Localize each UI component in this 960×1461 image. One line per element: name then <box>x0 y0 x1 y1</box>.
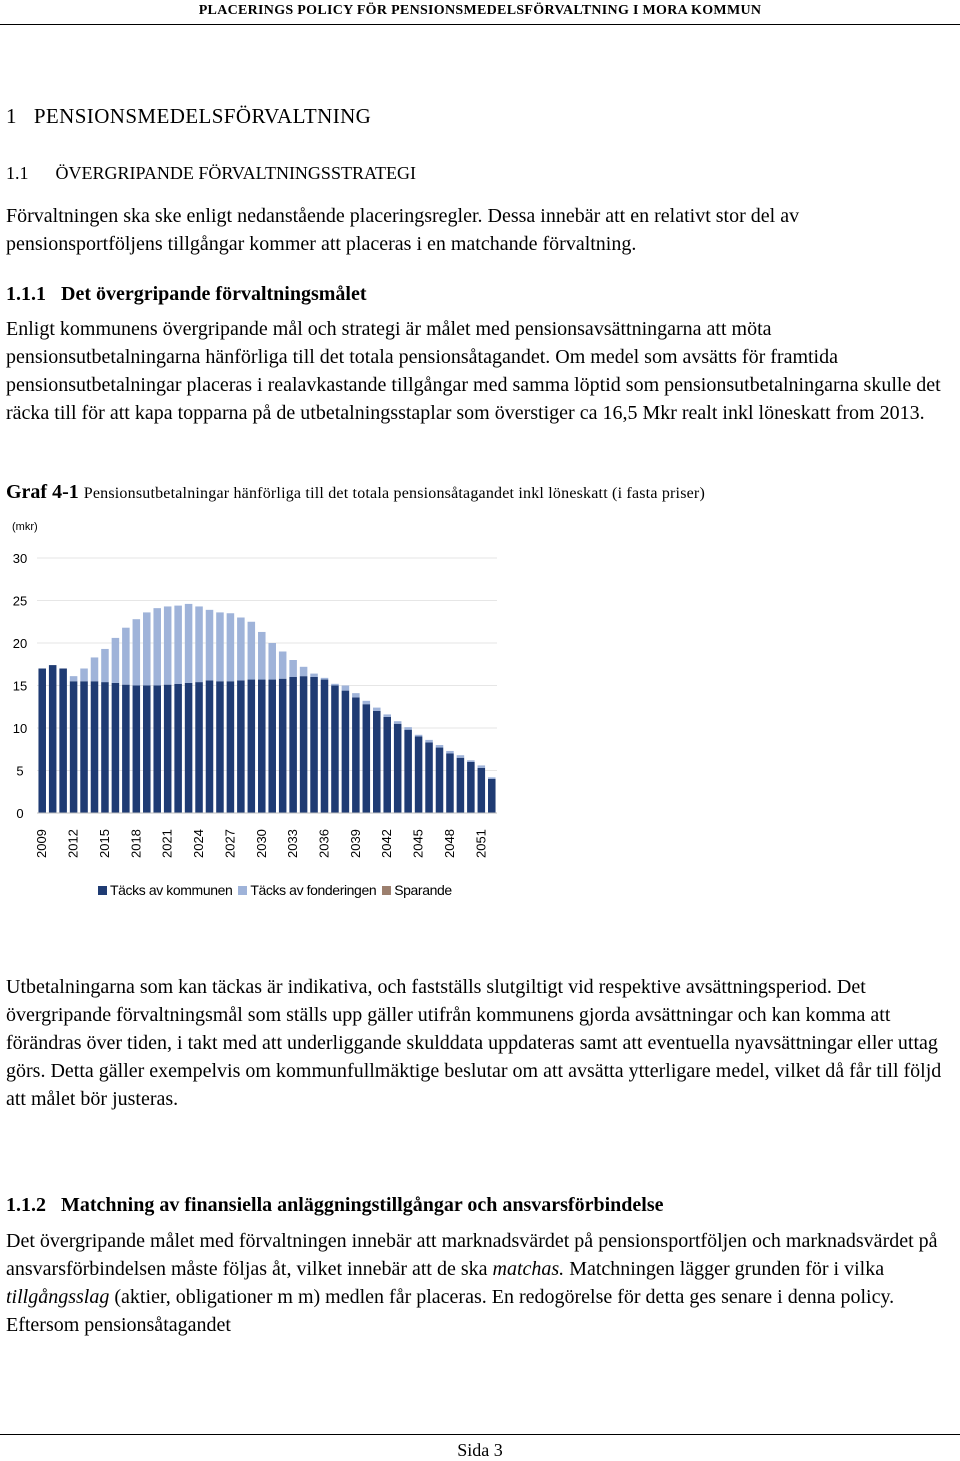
bar-2044-1 <box>404 727 412 730</box>
bar-2043-1 <box>394 721 402 724</box>
x-tick-label: 2051 <box>473 829 489 858</box>
paragraph-strategy: Förvaltningen ska ske enligt nedanstående placeringsregler. Dessa innebär att en relativt stor del av pensionsportföljens tillgångar kommer att placeras i en matchande förvaltning. <box>6 205 800 255</box>
bar-2034-0 <box>300 676 308 813</box>
paragraph-goal: Enligt kommunens övergripande mål och strategi är målet med pensionsavsättningarna att möta pensionsutbetalningarna hänförliga till det totala pensionsåtagandet. Om medel som avsätts för framtida pensionsutbetalningar placeras i realavkastande tillgångar med samma löptid som pensionsutbetalningarna skulle det räcka till för att kapa topparna på de utbetalningsstaplar som överstiger ca 16,5 Mkr realt inkl löneskatt from 2013. <box>6 318 941 424</box>
legend-label-kommunen: Täcks av kommunen <box>110 882 233 898</box>
figure-caption-text: Pensionsutbetalningar hänförliga till det totala pensionsåtagandet inkl löneskatt (i fasta priser) <box>83 485 705 502</box>
bar-2024-0 <box>195 682 203 813</box>
matching-text-a: Det övergripande målet med förvaltningen innebär att marknadsvärdet på pensionsportföljen och marknadsvärdet på ansvarsförbindelsen måste följas åt, vilket innebär att de ska <box>6 1230 938 1280</box>
bar-2052-0 <box>488 779 496 813</box>
bar-2031-0 <box>268 680 276 813</box>
y-tick-label: 20 <box>12 636 28 651</box>
legend-item-sparande <box>382 882 452 898</box>
bar-2011-0 <box>59 669 67 814</box>
bar-2027-1 <box>227 613 235 681</box>
bar-2018-0 <box>133 686 141 814</box>
bar-2049-0 <box>457 758 465 813</box>
bar-2020-0 <box>153 686 161 814</box>
bar-2015-0 <box>101 682 109 813</box>
chart-legend <box>98 882 458 898</box>
bar-2048-0 <box>446 754 454 814</box>
legend-label-fonderingen: Täcks av fonderingen <box>250 882 377 898</box>
bar-2049-1 <box>457 755 465 758</box>
x-tick-label: 2048 <box>441 829 457 858</box>
bar-2033-1 <box>289 660 297 677</box>
matching-text-c: (aktier, obligationer m m) medlen får placeras. En redogörelse för detta ges senare i denna policy. Eftersom pensionsåtagandet <box>6 1286 895 1336</box>
bar-2026-1 <box>216 612 224 681</box>
legend-swatch-sparande <box>382 886 391 895</box>
bar-2051-1 <box>478 765 486 768</box>
section-heading-1: 1 PENSIONSMEDELSFÖRVALTNING <box>6 104 372 128</box>
bar-2046-0 <box>425 742 433 813</box>
y-tick-label: 5 <box>16 763 24 779</box>
bar-2023-0 <box>185 683 193 813</box>
bar-2039-0 <box>352 697 360 813</box>
legend-swatch-fonderingen <box>238 886 247 895</box>
bar-2032-1 <box>279 652 287 679</box>
bar-2030-0 <box>258 680 266 813</box>
y-tick-label: 0 <box>16 806 24 821</box>
bar-2042-1 <box>383 714 391 717</box>
bar-2012-0 <box>70 681 78 813</box>
x-tick-label: 2015 <box>96 829 112 858</box>
paragraph-matching <box>6 1227 954 1339</box>
bar-2031-1 <box>268 643 276 680</box>
y-tick-label: 25 <box>12 593 28 609</box>
x-tick-label: 2042 <box>379 829 395 858</box>
bar-2037-1 <box>331 684 339 686</box>
x-tick-label: 2018 <box>128 829 144 858</box>
figure-caption <box>6 481 705 504</box>
section-heading-1-1-1: 1.1.1 Det övergripande förvaltningsmålet <box>6 283 367 305</box>
bar-2015-1 <box>101 649 109 682</box>
bar-2010-0 <box>49 665 57 813</box>
bar-2042-0 <box>383 717 391 813</box>
matching-text-b: Matchningen lägger grunden för i vilka <box>564 1258 885 1280</box>
bar-2027-0 <box>227 681 235 813</box>
y-tick-label: 30 <box>12 551 28 566</box>
page-header: PLACERINGS POLICY FÖR PENSIONSMEDELSFÖRVALTNING I MORA KOMMUN <box>0 0 960 25</box>
bar-2047-0 <box>436 748 444 813</box>
bar-2037-0 <box>331 686 339 814</box>
y-tick-label: 10 <box>12 721 28 736</box>
bar-2032-0 <box>279 679 287 813</box>
y-axis-label: (mkr) <box>12 521 38 533</box>
legend-swatch-kommunen <box>98 886 107 895</box>
bar-2041-1 <box>373 708 381 711</box>
x-tick-label: 2027 <box>222 829 238 858</box>
bar-2021-1 <box>164 606 172 684</box>
bar-2041-0 <box>373 711 381 813</box>
bar-2045-1 <box>415 735 423 737</box>
bar-2038-1 <box>342 686 350 691</box>
x-tick-label: 2012 <box>65 829 81 858</box>
bar-2028-1 <box>237 618 245 681</box>
legend-item-kommunen <box>98 882 232 898</box>
bar-2009-0 <box>38 669 46 814</box>
bar-2016-0 <box>112 683 120 813</box>
y-tick-label: 15 <box>12 678 28 694</box>
figure-label: Graf 4-1 <box>6 481 79 503</box>
bar-2013-1 <box>80 669 88 682</box>
x-tick-label: 2045 <box>410 829 426 858</box>
bar-2048-1 <box>446 751 454 754</box>
bar-2021-0 <box>164 685 172 813</box>
legend-item-fonderingen <box>238 882 376 898</box>
page-footer: Sida 3 <box>0 1434 960 1461</box>
bar-2019-0 <box>143 686 151 814</box>
bar-2036-0 <box>321 680 329 813</box>
x-tick-label: 2009 <box>34 829 50 858</box>
bar-2012-1 <box>70 676 78 681</box>
payout-chart <box>0 512 520 882</box>
x-tick-label: 2036 <box>316 829 332 858</box>
section-heading-1-1-2: 1.1.2 Matchning av finansiella anläggningstillgångar och ansvarsförbindelse <box>6 1194 664 1216</box>
bar-2035-1 <box>310 674 318 677</box>
bar-2029-0 <box>248 680 256 813</box>
bar-2026-0 <box>216 681 224 813</box>
x-tick-label: 2024 <box>191 829 207 858</box>
x-tick-label: 2030 <box>253 829 269 858</box>
bar-2022-0 <box>174 684 182 813</box>
bar-2030-1 <box>258 632 266 680</box>
bar-2051-0 <box>478 768 486 813</box>
bar-2029-1 <box>248 622 256 680</box>
bar-2043-0 <box>394 724 402 813</box>
bar-2047-1 <box>436 745 444 748</box>
bar-2025-0 <box>206 680 214 813</box>
x-tick-label: 2033 <box>285 829 301 858</box>
bar-2020-1 <box>153 608 161 685</box>
bar-2014-1 <box>91 657 99 681</box>
bar-2050-0 <box>467 762 475 813</box>
x-tick-label: 2039 <box>347 829 363 858</box>
legend-label-sparande: Sparande <box>394 882 452 898</box>
bar-2035-0 <box>310 677 318 813</box>
bar-2045-0 <box>415 737 423 814</box>
bar-2040-0 <box>363 704 371 813</box>
matching-em-tillgangsslag: tillgångsslag <box>6 1286 110 1308</box>
bar-2017-1 <box>122 628 130 685</box>
section-heading-1-1: 1.1 ÖVERGRIPANDE FÖRVALTNINGSSTRATEGI <box>6 163 416 183</box>
bar-2033-0 <box>289 677 297 813</box>
bar-2039-1 <box>352 693 360 697</box>
bar-2019-1 <box>143 612 151 685</box>
bar-2013-0 <box>80 681 88 813</box>
bar-2036-1 <box>321 678 329 680</box>
bar-2017-0 <box>122 685 130 813</box>
bar-2023-1 <box>185 604 193 683</box>
bar-2022-1 <box>174 606 182 684</box>
x-tick-label: 2021 <box>159 829 175 858</box>
bar-2052-1 <box>488 777 496 779</box>
bar-2038-0 <box>342 691 350 813</box>
bar-2040-1 <box>363 701 371 704</box>
bar-2018-1 <box>133 619 141 685</box>
bar-2050-1 <box>467 760 475 762</box>
paragraph-indicative: Utbetalningarna som kan täckas är indikativa, och fastställs slutgiltigt vid respektive avsättningsperiod. Det övergripande förvaltningsmål som ställs upp gäller utifrån kommunens gjorda avsättningar och kan komma att förändras över tiden, i takt med att underliggande skulddata uppdateras samt att eventuella nyavsättningar eller uttag görs. Detta gäller exempelvis om kommunfullmäktige beslutar om att avsätta ytterligare medel, vilket då får till följd att målet bör justeras. <box>6 976 942 1110</box>
bar-2024-1 <box>195 606 203 682</box>
matching-em-matchas: matchas. <box>492 1258 565 1280</box>
bar-2025-1 <box>206 610 214 681</box>
bar-2046-1 <box>425 740 433 743</box>
bar-2014-0 <box>91 681 99 813</box>
bar-2034-1 <box>300 667 308 676</box>
bar-2028-0 <box>237 680 245 813</box>
bar-2044-0 <box>404 730 412 813</box>
bar-2016-1 <box>112 638 120 683</box>
